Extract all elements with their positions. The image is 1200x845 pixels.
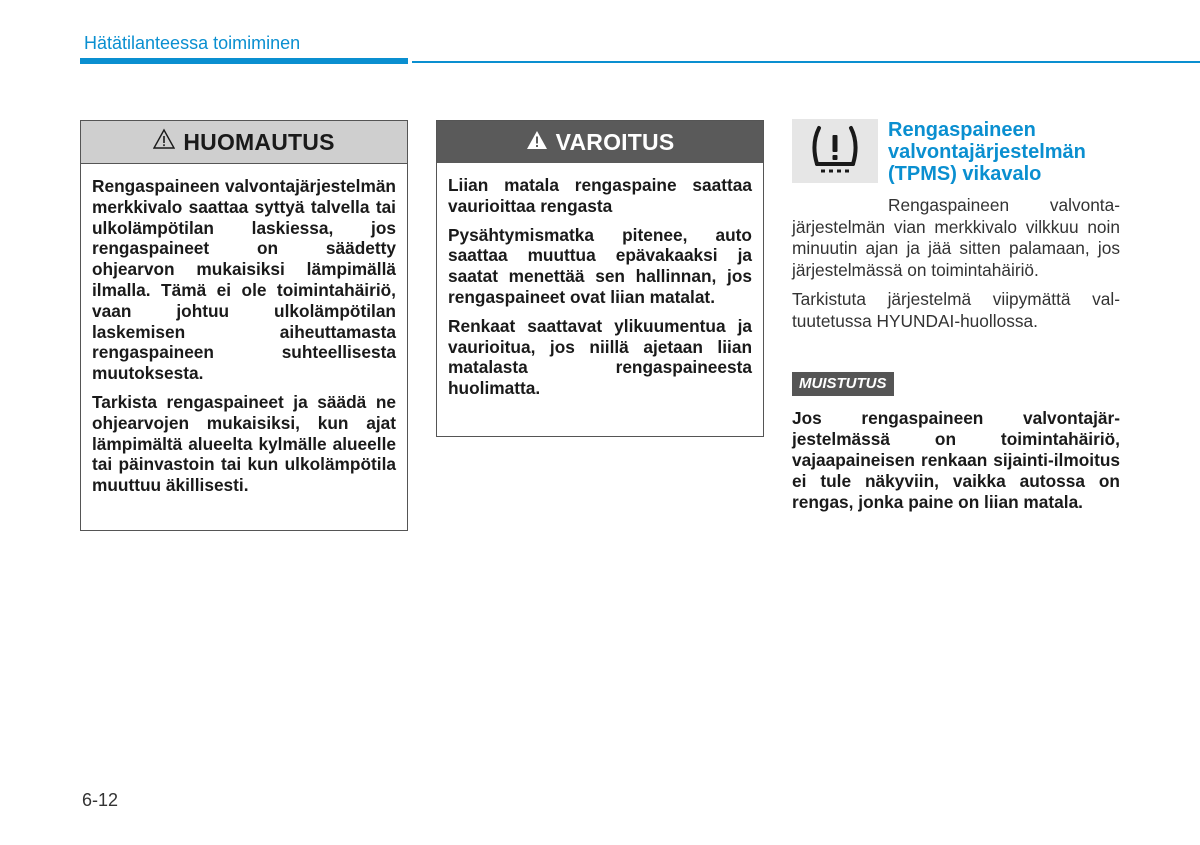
warning-box [436,120,764,437]
memo-paragraph: Jos rengaspaineen valvontajärjestelmässä on toimintahäiriö, vajaapaineisen renkaan sijainti-ilmoitus ei tule näkyviin, vaikka autossa on rengas, jonka paine on liian matala. [792,408,1120,512]
tpms-warning-icon [792,119,878,183]
warning-paragraph: Pysähtymismatka pitenee, auto saattaa muuttua epävakaaksi ja saatat menettää sen hallinnan, jos rengaspaineet ovat liian matalat. [448,224,752,307]
warning-paragraph: Liian matala rengaspaine saattaa vaurioittaa rengasta [448,175,752,216]
page-number: 6-12 [82,790,119,810]
memo-badge: MUISTUTUS [792,372,894,396]
memo-text [792,408,1120,513]
warning-title: VAROITUS [555,128,675,155]
warning-paragraph: Renkaat saattavat ylikuumentua ja vaurioitua, jos niillä ajetaan liian matalasta rengaspaineesta huolimatta. [448,315,752,399]
header-rule-thick [80,58,408,64]
section-title: Hätätilanteessa toimiminen [84,33,301,53]
warning-triangle-filled-icon [526,129,548,156]
warning-body [437,163,763,409]
notice-paragraph: Tarkista rengaspaineet ja säädä ne ohjearvojen mukaisiksi, kun ajat lämpimältä alueelta kylmälle alueelle tai päinvastoin tai kun ulkolämpötila muuttuu äkillisesti. [92,391,396,496]
notice-header [81,121,407,164]
tpms-heading: Rengaspaineen valvontajärjestelmän (TPMS) vikavalo [888,119,1086,185]
notice-body [81,164,407,506]
warning-header [437,121,763,163]
notice-title: HUOMAUTUS [183,128,335,155]
tpms-description [792,195,1120,340]
notice-paragraph: Rengaspaineen valvontajärjestelmän merkkivalo saattaa syttyä talvella tai ulkolämpötilan laskiessa, jos rengaspaineet on säädetty ohjearvon mukaisiksi lämpimällä ilmalla. Tämä ei ole toimintahäiriö, vaan johtuu ulkolämpötilan laskemisen aiheuttamasta rengaspaineen suhteellisesta muutoksesta. [92,176,396,384]
warning-triangle-outline-icon [153,128,175,156]
tpms-paragraph: Rengaspaineen valvontajärjestelmän vian merkkivalo vilkkuu noin minuutin ajan ja jää sitten palamaan, jos järjestelmässä on toimintahäiriö. [792,195,1120,280]
tpms-paragraph: Tarkistuta järjestelmä viipymättä valtuutetussa HYUNDAI-huollossa. [792,289,1120,331]
header-rule-thin [412,61,1200,63]
notice-box [80,120,408,531]
